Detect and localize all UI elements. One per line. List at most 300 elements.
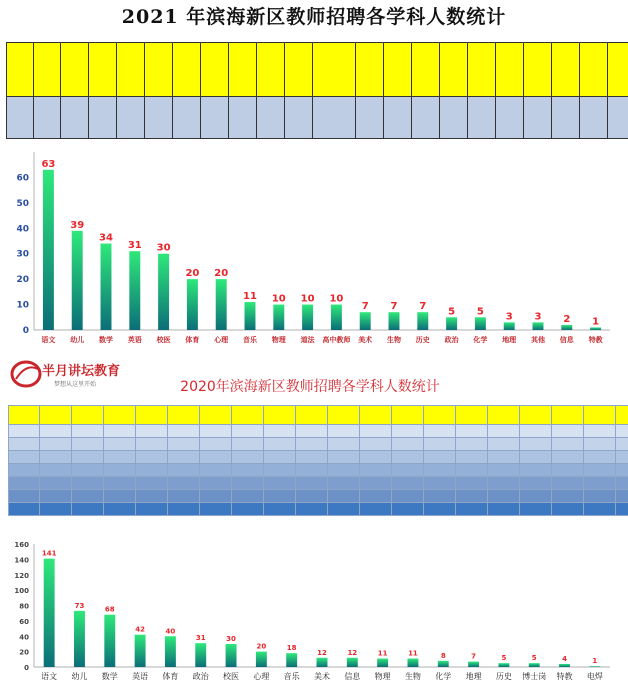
logo-name: 半月讲坛教育 [42, 364, 121, 379]
bar-value-label: 42 [135, 625, 145, 634]
table-2020-cell [392, 464, 424, 477]
table-2020-cell [456, 490, 488, 503]
table-2020-cell [296, 477, 328, 490]
table-2020-cell [232, 464, 264, 477]
table-2020-cell [40, 438, 72, 451]
table-2020-cell [264, 503, 296, 516]
table-2020-cell [136, 451, 168, 464]
table-2021-value-cell [580, 97, 608, 139]
table-2020-header-cell [424, 406, 456, 425]
bar [347, 658, 358, 667]
table-2020-cell [584, 438, 616, 451]
bar-value-label: 5 [448, 306, 456, 318]
table-2020-cell [392, 490, 424, 503]
bar-value-label: 12 [347, 648, 358, 657]
bar-value-label: 31 [195, 634, 206, 643]
table-2020-cell [168, 438, 200, 451]
table-2020-cell [200, 425, 232, 438]
table-2021-value-cell [468, 97, 496, 139]
bar [377, 659, 388, 667]
table-2021-value-cell [608, 97, 628, 139]
table-row [9, 464, 628, 477]
table-2021-value-cell [201, 97, 229, 139]
bar-value-label: 11 [243, 291, 257, 303]
table-2020-cell [488, 503, 520, 516]
y-tick-label: 40 [19, 633, 29, 642]
table-2021-value-cell [524, 97, 552, 139]
table-2021-value-cell [257, 97, 285, 139]
table-2020-cell [488, 438, 520, 451]
table-2020-cell [616, 503, 628, 516]
x-tick-label: 电焊 [586, 672, 603, 681]
bar [590, 327, 601, 330]
table-2020-cell [168, 503, 200, 516]
table-2021-header-cell [524, 43, 552, 97]
bar-value-label: 5 [501, 654, 507, 663]
bar [407, 659, 418, 667]
x-tick-label: 信息 [344, 672, 361, 681]
table-2021-value-cell [173, 97, 201, 139]
table-2021-value-cell [229, 97, 257, 139]
table-2021-header-cell [173, 43, 201, 97]
bar [256, 652, 267, 667]
table-2020-cell [424, 477, 456, 490]
table-2020-cell [200, 503, 232, 516]
table-2020-cell [232, 477, 264, 490]
x-tick-label: 历史 [495, 672, 512, 681]
bar [129, 251, 140, 330]
table-row [9, 438, 628, 451]
y-tick-label: 20 [16, 275, 29, 286]
table-2020-cell [296, 438, 328, 451]
table-2020-cell [584, 503, 616, 516]
table-2021 [6, 42, 628, 139]
x-tick-label: 幼儿 [70, 336, 85, 344]
bar [158, 254, 169, 330]
table-2020-cell [488, 477, 520, 490]
bar-value-label: 73 [74, 601, 85, 610]
table-2020-cell [264, 477, 296, 490]
table-2020-cell [264, 464, 296, 477]
table-2020-cell [104, 503, 136, 516]
bar [475, 317, 486, 330]
table-2020-cell [360, 425, 392, 438]
table-2020-cell [328, 438, 360, 451]
table-2020-cell [328, 490, 360, 503]
x-tick-label: 美术 [358, 336, 373, 344]
table-2020-cell [328, 451, 360, 464]
table-2020-cell [456, 438, 488, 451]
y-tick-label: 0 [22, 326, 29, 336]
table-2020-cell [9, 451, 40, 464]
table-2020-header-cell [616, 406, 628, 425]
bar [44, 559, 55, 667]
table-2020-cell [40, 425, 72, 438]
table-2020-cell [9, 477, 40, 490]
table-2020-cell [168, 477, 200, 490]
bar-value-label: 34 [99, 232, 113, 244]
table-2020-header-cell [584, 406, 616, 425]
table-2020-cell [9, 464, 40, 477]
table-2021-value-cell [496, 97, 524, 139]
bar [216, 279, 227, 330]
bar-value-label: 20 [256, 642, 267, 651]
bar-value-label: 11 [408, 649, 418, 658]
bar [589, 666, 600, 667]
table-2020-cell [552, 438, 584, 451]
table-2020-header-cell [72, 406, 104, 425]
table-2020-cell [488, 490, 520, 503]
x-tick-label: 心理 [253, 672, 270, 681]
table-2020-cell [616, 451, 628, 464]
bar [302, 305, 313, 330]
x-tick-label: 特教 [556, 672, 573, 681]
bar-value-label: 7 [471, 652, 477, 661]
x-tick-label: 地理 [502, 336, 517, 344]
y-tick-label: 40 [16, 224, 29, 235]
bar [74, 611, 85, 667]
table-2021-value-cell [285, 97, 313, 139]
table-2020-cell [552, 477, 584, 490]
table-2021-value-cell [552, 97, 580, 139]
table-2020-cell [552, 464, 584, 477]
x-tick-label: 英语 [127, 336, 142, 344]
table-2020-header-cell [264, 406, 296, 425]
table-2020-cell [136, 490, 168, 503]
bar-value-label: 30 [226, 634, 236, 643]
table-2021-header-cell [117, 43, 145, 97]
table-2020-cell [40, 464, 72, 477]
x-tick-label: 音乐 [243, 336, 257, 344]
table-2020-header-cell [40, 406, 72, 425]
table-2020-cell [296, 451, 328, 464]
y-tick-label: 120 [14, 571, 29, 580]
table-2020-cell [520, 477, 552, 490]
y-tick-label: 50 [16, 198, 29, 209]
bar-value-label: 68 [104, 605, 115, 614]
table-2021-value-cell [384, 97, 412, 139]
y-tick-label: 80 [19, 602, 29, 611]
bar-value-label: 20 [185, 268, 200, 280]
bar-value-label: 3 [534, 311, 542, 323]
table-2020-cell [520, 438, 552, 451]
x-tick-label: 数学 [101, 672, 118, 681]
table-2020-cell [104, 490, 136, 503]
table-2020-cell [328, 477, 360, 490]
table-2020-cell [488, 425, 520, 438]
table-2020-cell [488, 464, 520, 477]
bar [245, 302, 256, 330]
table-2020-cell [104, 477, 136, 490]
table-2021-header-cell [552, 43, 580, 97]
table-2020 [8, 405, 628, 516]
table-2020-cell [264, 438, 296, 451]
table-2020-cell [360, 464, 392, 477]
table-2020-cell [232, 451, 264, 464]
table-2020-header-cell [328, 406, 360, 425]
x-tick-label: 校医 [156, 336, 171, 344]
bar-value-label: 30 [156, 242, 171, 254]
table-2020-cell [264, 425, 296, 438]
x-tick-label: 语文 [41, 336, 56, 344]
table-2020-cell [392, 438, 424, 451]
table-2020-cell [136, 464, 168, 477]
table-2021-value-cell [440, 97, 468, 139]
bar-value-label: 141 [41, 549, 57, 558]
bar-value-label: 3 [505, 311, 513, 323]
table-2020-cell [9, 438, 40, 451]
bar [165, 636, 176, 667]
bar-chart-2020 [0, 530, 628, 690]
table-2020-cell [584, 490, 616, 503]
table-2021-total-row [7, 97, 628, 139]
x-tick-label: 体育 [185, 336, 200, 344]
table-2020-cell [360, 451, 392, 464]
bar-value-label: 18 [286, 644, 297, 653]
bar-value-label: 10 [329, 293, 344, 305]
y-tick-label: 10 [16, 300, 29, 311]
table-2021-header-cell [257, 43, 285, 97]
table-2020-cell [136, 438, 168, 451]
bar [417, 312, 428, 330]
table-2020-cell [584, 464, 616, 477]
table-2020-cell [328, 464, 360, 477]
table-2021-value-cell [89, 97, 117, 139]
table-2021-header-cell [201, 43, 229, 97]
table-2021-header-cell [468, 43, 496, 97]
bar-value-label: 1 [592, 316, 600, 328]
table-row [9, 477, 628, 490]
table-2020-cell [520, 425, 552, 438]
table-2021-header-cell [440, 43, 468, 97]
table-2020-cell [360, 477, 392, 490]
logo-icon [10, 359, 140, 389]
bar [438, 661, 449, 667]
bar [504, 322, 515, 330]
table-row [9, 490, 628, 503]
bar [286, 653, 297, 667]
x-tick-label: 物理 [271, 336, 286, 344]
table-2021-header-cell [229, 43, 257, 97]
table-2020-cell [616, 464, 628, 477]
x-tick-label: 地理 [465, 672, 482, 681]
x-tick-label: 化学 [473, 336, 488, 344]
table-2020-cell [232, 490, 264, 503]
table-2020-cell [168, 464, 200, 477]
table-2020-cell [552, 490, 584, 503]
x-tick-label: 数学 [99, 336, 113, 344]
bar-value-label: 1 [592, 657, 598, 666]
y-tick-label: 100 [14, 587, 29, 596]
bar [446, 317, 457, 330]
x-tick-label: 校医 [223, 672, 240, 681]
table-2020-cell [296, 425, 328, 438]
x-tick-label: 美术 [314, 672, 330, 681]
bar-value-label: 20 [214, 268, 229, 280]
table-2021-value-cell [34, 97, 61, 139]
table-2020-header-cell [488, 406, 520, 425]
table-2020-header-cell [200, 406, 232, 425]
table-2020-cell [136, 503, 168, 516]
table-2020-cell [392, 451, 424, 464]
table-2020-cell [520, 451, 552, 464]
table-2020-cell [72, 425, 104, 438]
table-2020-cell [584, 425, 616, 438]
table-2020-cell [392, 425, 424, 438]
bar-value-label: 10 [300, 293, 315, 305]
table-2020-cell [552, 425, 584, 438]
x-tick-label: 道法 [300, 336, 315, 344]
table-2020-cell [616, 438, 628, 451]
table-2021-header-cell [285, 43, 313, 97]
bar [226, 644, 237, 667]
table-2021-header-cell [412, 43, 440, 97]
table-2020-cell [328, 425, 360, 438]
table-2021-value-cell [412, 97, 440, 139]
x-tick-label: 心理 [214, 336, 229, 344]
table-2020-cell [9, 503, 40, 516]
table-2020-header-cell [360, 406, 392, 425]
table-2020-cell [168, 425, 200, 438]
table-2020-cell [424, 464, 456, 477]
table-2021-header-cell [496, 43, 524, 97]
table-2020-cell [72, 451, 104, 464]
bar-value-label: 5 [531, 654, 537, 663]
table-2020-cell [296, 464, 328, 477]
bar-value-label: 11 [377, 649, 388, 658]
table-2020-cell [456, 503, 488, 516]
table-2020-cell [584, 451, 616, 464]
table-2021-row-label [7, 97, 34, 139]
table-2020-cell [232, 425, 264, 438]
x-tick-label: 物理 [374, 672, 391, 681]
table-2020-cell [392, 477, 424, 490]
table-2020-cell [520, 464, 552, 477]
table-2020-cell [616, 490, 628, 503]
table-2020-cell [360, 490, 392, 503]
y-tick-label: 160 [14, 541, 29, 549]
table-2020-cell [616, 477, 628, 490]
table-2020-cell [200, 464, 232, 477]
bar [187, 279, 198, 330]
table-2020-cell [296, 503, 328, 516]
table-2021-header-cell [356, 43, 384, 97]
table-row [9, 503, 628, 516]
table-row [9, 451, 628, 464]
table-2020-cell [520, 503, 552, 516]
bar [529, 663, 540, 667]
bar [317, 658, 328, 667]
bar [104, 615, 115, 667]
x-tick-label: 其他 [531, 336, 545, 344]
table-2020-cell [136, 477, 168, 490]
table-2021-value-cell [356, 97, 384, 139]
table-2021-header-cell [580, 43, 608, 97]
table-2020-cell [104, 438, 136, 451]
table-2020-cell [200, 451, 232, 464]
y-tick-label: 30 [16, 249, 29, 260]
table-2020-cell [104, 451, 136, 464]
table-2020-cell [40, 451, 72, 464]
table-2020-cell [264, 451, 296, 464]
table-2020-header-cell [168, 406, 200, 425]
table-2020-cell [200, 477, 232, 490]
bar [273, 305, 284, 330]
bar [195, 643, 206, 667]
table-2021-value-cell [145, 97, 173, 139]
table-2020-cell [72, 438, 104, 451]
table-2020-header-cell [232, 406, 264, 425]
table-2020-cell [9, 425, 40, 438]
table-2020-cell [328, 503, 360, 516]
table-2020-cell [72, 464, 104, 477]
x-tick-label: 政治 [192, 672, 209, 681]
bar-value-label: 7 [390, 301, 398, 313]
table-2020-cell [392, 503, 424, 516]
bar [135, 635, 146, 667]
table-2020-cell [552, 451, 584, 464]
bar [389, 312, 400, 330]
bar-value-label: 5 [476, 306, 484, 318]
table-row [9, 425, 628, 438]
bar [331, 305, 342, 330]
bar [468, 662, 479, 667]
x-tick-label: 英语 [132, 672, 149, 681]
table-2020-cell [456, 425, 488, 438]
bar [533, 322, 544, 330]
y-tick-label: 20 [19, 648, 29, 657]
table-2020-cell [424, 503, 456, 516]
table-2020-header-cell [392, 406, 424, 425]
bar [360, 312, 371, 330]
table-2020-cell [72, 503, 104, 516]
table-2021-header-cell [608, 43, 628, 97]
table-2020-cell [200, 490, 232, 503]
x-tick-label: 高中教师 [322, 336, 351, 344]
table-2020-cell [520, 490, 552, 503]
x-tick-label: 政治 [444, 336, 459, 344]
bar [561, 325, 572, 330]
table-2020-header-cell [552, 406, 584, 425]
table-2020-cell [40, 490, 72, 503]
table-2020-cell [424, 490, 456, 503]
table-2020-cell [456, 464, 488, 477]
bar-value-label: 39 [70, 219, 85, 231]
table-2021-value-cell [61, 97, 89, 139]
table-2021-header-cell [7, 43, 34, 97]
table-2020-cell [232, 503, 264, 516]
bar-value-label: 40 [165, 627, 176, 636]
bar-value-label: 7 [361, 301, 369, 313]
bar-chart-2021 [0, 142, 628, 352]
table-2020-cell [488, 451, 520, 464]
chart-title-2021: 2021 年滨海新区教师招聘各学科人数统计 [121, 6, 507, 28]
y-tick-label: 60 [16, 173, 29, 184]
table-2021-header-cell [89, 43, 117, 97]
table-2021-header-row [7, 43, 628, 97]
table-2020-cell [72, 477, 104, 490]
table-2020-cell [136, 425, 168, 438]
table-2021-value-cell [117, 97, 145, 139]
x-tick-label: 信息 [559, 336, 574, 344]
table-2021-header-cell [145, 43, 173, 97]
table-2020-cell [456, 477, 488, 490]
table-2020-cell [232, 438, 264, 451]
table-2020-cell [552, 503, 584, 516]
table-2020-cell [72, 490, 104, 503]
bar-value-label: 2 [563, 313, 571, 325]
bar-value-label: 63 [41, 158, 56, 170]
